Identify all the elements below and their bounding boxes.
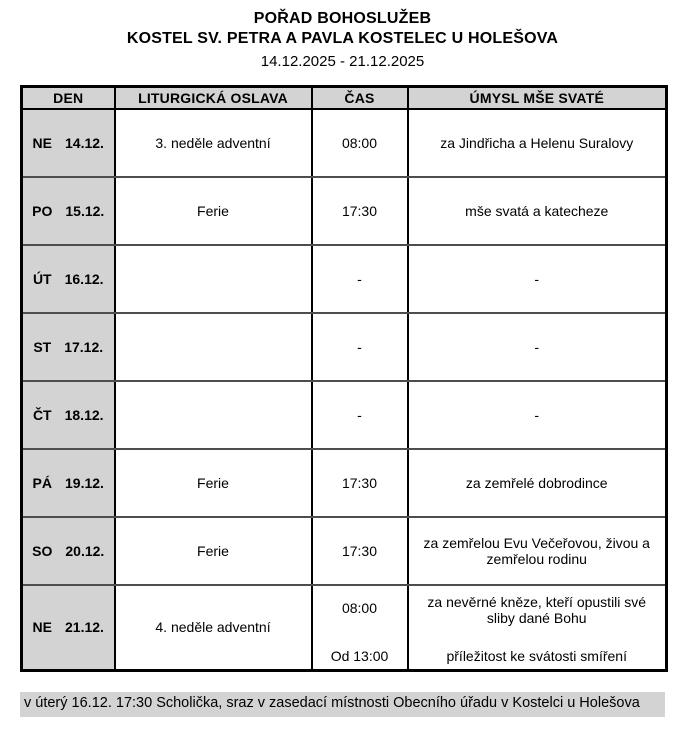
time-first: 08:00 <box>341 599 378 616</box>
intention-stack <box>414 588 661 667</box>
intention-cell: za zemřelou Evu Večeřovou, živou a zemřelou rodinu <box>408 517 667 585</box>
celebration-cell <box>115 245 312 313</box>
day-date: 19.12. <box>65 474 104 491</box>
day-date: 18.12. <box>64 406 104 423</box>
intention-cell: za Jindřicha a Helenu Suralovy <box>408 109 667 177</box>
day-date: 16.12. <box>64 270 104 287</box>
day-date: 17.12. <box>64 338 104 355</box>
day-date: 21.12. <box>65 619 104 635</box>
table-row <box>22 109 667 177</box>
table-row <box>22 245 667 313</box>
celebration-cell: 4. neděle adventní <box>115 585 312 671</box>
intention-cell <box>408 585 667 671</box>
day-date: 20.12. <box>65 542 105 559</box>
column-header-liturgicka-oslava: LITURGICKÁ OSLAVA <box>115 87 312 109</box>
table-row <box>22 381 667 449</box>
celebration-cell: Ferie <box>115 517 312 585</box>
day-abbr: SO <box>32 542 53 559</box>
title-block <box>0 0 685 72</box>
time-stack <box>318 588 402 667</box>
day-cell <box>22 177 115 245</box>
church-name: KOSTEL SV. PETRA A PAVLA KOSTELEC U HOLEŠOVA <box>126 30 559 47</box>
day-cell <box>22 381 115 449</box>
day-date: 14.12. <box>65 134 104 151</box>
celebration-cell <box>115 381 312 449</box>
column-header-cas: ČAS <box>312 87 408 109</box>
celebration-cell: Ferie <box>115 177 312 245</box>
day-abbr: NE <box>32 619 52 635</box>
day-date: 15.12. <box>65 202 105 219</box>
intention-cell: - <box>408 381 667 449</box>
intention-first: za nevěrné kněze, kteří opustili své sliby dané Bohu <box>427 593 647 626</box>
celebration-cell: 3. neděle adventní <box>115 109 312 177</box>
table-row <box>22 517 667 585</box>
day-abbr: NE <box>32 134 52 151</box>
day-abbr: ÚT <box>32 270 52 287</box>
intention-cell: - <box>408 245 667 313</box>
table-row <box>22 585 667 671</box>
footer-note: v úterý 16.12. 17:30 Scholička, sraz v zasedací místnosti Obecního úřadu v Kostelci u Holešova <box>20 692 665 717</box>
time-cell: - <box>312 313 408 381</box>
day-cell <box>22 585 115 671</box>
intention-cell: za zemřelé dobrodince <box>408 449 667 517</box>
header-row <box>22 87 667 109</box>
day-cell <box>22 449 115 517</box>
day-cell <box>22 517 115 585</box>
table-row <box>22 177 667 245</box>
day-abbr: ST <box>33 338 52 355</box>
day-abbr: PÁ <box>32 474 52 491</box>
time-cell: 17:30 <box>312 449 408 517</box>
time-cell: - <box>312 245 408 313</box>
table-row <box>22 313 667 381</box>
day-abbr: PO <box>32 202 53 219</box>
time-cell <box>312 585 408 671</box>
schedule-table <box>20 85 668 672</box>
time-cell: 08:00 <box>312 109 408 177</box>
intention-cell: mše svatá a katecheze <box>408 177 667 245</box>
time-cell: 17:30 <box>312 517 408 585</box>
document-title: POŘAD BOHOSLUŽEB <box>253 10 432 27</box>
time-second: Od 13:00 <box>330 647 389 664</box>
date-range: 14.12.2025 - 21.12.2025 <box>260 53 425 70</box>
day-cell <box>22 245 115 313</box>
column-header-umysl: ÚMYSL MŠE SVATÉ <box>408 87 667 109</box>
day-abbr: ČT <box>32 406 52 423</box>
celebration-cell: Ferie <box>115 449 312 517</box>
intention-second: příležitost ke svátosti smíření <box>446 647 627 664</box>
table-row <box>22 449 667 517</box>
day-cell <box>22 313 115 381</box>
intention-cell: - <box>408 313 667 381</box>
column-header-den: DEN <box>22 87 115 109</box>
time-cell: - <box>312 381 408 449</box>
day-cell <box>22 109 115 177</box>
celebration-cell <box>115 313 312 381</box>
time-cell: 17:30 <box>312 177 408 245</box>
